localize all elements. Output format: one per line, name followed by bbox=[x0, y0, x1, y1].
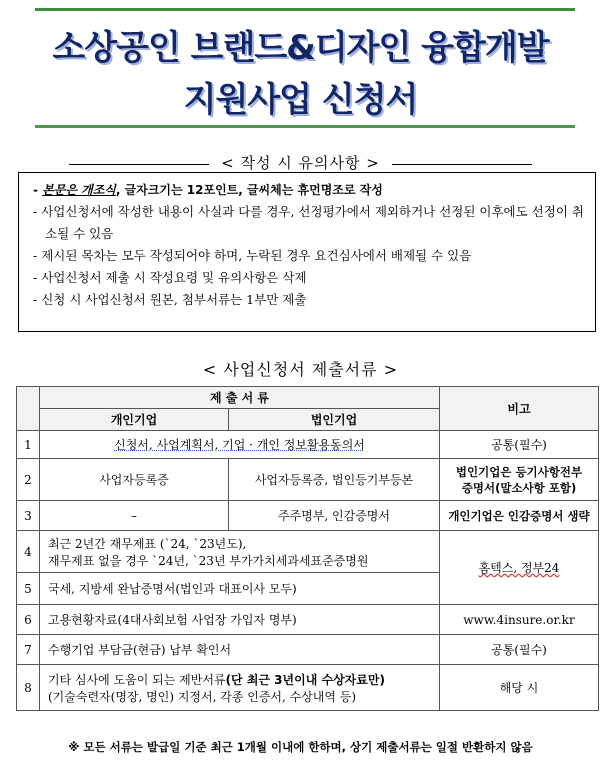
row-note: 개인기업은 인감증명서 생략 bbox=[440, 501, 599, 531]
row-note-text: 홈텍스, 정부24 bbox=[478, 561, 560, 575]
row-corporate: 사업자등록증, 법인등기부등본 bbox=[229, 459, 440, 501]
heading-line-left bbox=[69, 164, 209, 165]
row-docs: 국세, 지방세 완납증명서(법인과 대표이사 모두) bbox=[40, 573, 440, 605]
notice-box bbox=[18, 172, 596, 332]
row-num: 5 bbox=[17, 573, 40, 605]
header-num bbox=[17, 387, 40, 431]
table-row bbox=[17, 431, 599, 459]
row-num: 1 bbox=[17, 431, 40, 459]
heading-line-right bbox=[392, 164, 532, 165]
row-corporate: 주주명부, 인감증명서 bbox=[229, 501, 440, 531]
header-group: 제 출 서 류 bbox=[40, 387, 440, 409]
notice-item-3: - 제시된 목차는 모두 작성되어야 하며, 누락된 경우 요건심사에서 배제될 수 있음 bbox=[33, 248, 472, 263]
table-row bbox=[17, 531, 599, 573]
row-docs bbox=[40, 531, 440, 573]
row-note bbox=[440, 459, 599, 501]
row-docs: 수행기업 부담금(현금) 납부 확인서 bbox=[40, 635, 440, 665]
table-row bbox=[17, 605, 599, 635]
row-note: 공통(필수) bbox=[440, 431, 599, 459]
notice-item-4: - 사업신청서 제출 시 작성요령 및 유의사항은 삭제 bbox=[33, 270, 307, 285]
row-docs-line1: 최근 2년간 재무제표 (`24, `23년도), bbox=[48, 536, 247, 551]
row-individual: 사업자등록증 bbox=[40, 459, 229, 501]
footnote: ※ 모든 서류는 발급일 기준 최근 1개월 이내에 한하며, 상기 제출서류는 일절 반환하지 않음 bbox=[68, 740, 533, 754]
row-num: 3 bbox=[17, 501, 40, 531]
header-note: 비고 bbox=[440, 387, 599, 431]
page-title-line2: 지원사업 신청서 bbox=[183, 80, 418, 120]
row-note-merged bbox=[440, 531, 599, 605]
docs-heading: < 사업신청서 제출서류 > bbox=[202, 360, 399, 379]
notice-item-1 bbox=[33, 179, 587, 201]
row-note: 해당 시 bbox=[440, 665, 599, 711]
row-num: 6 bbox=[17, 605, 40, 635]
row-note-line1: 법인기업은 등기사항전부 bbox=[455, 464, 583, 479]
row-num: 2 bbox=[17, 459, 40, 501]
header-corporate: 법인기업 bbox=[229, 409, 440, 431]
title-divider bbox=[35, 125, 575, 128]
page-title-line1: 소상공인 브랜드&디자인 융합개발 bbox=[52, 28, 549, 68]
row-docs: 고용현황자료(4대사회보험 사업장 가입자 명부) bbox=[40, 605, 440, 635]
notice-item-1-prefix: - bbox=[33, 183, 43, 197]
table-row bbox=[17, 635, 599, 665]
row-docs-line1 bbox=[48, 671, 435, 688]
row-num: 8 bbox=[17, 665, 40, 711]
notice-heading: < 작성 시 유의사항 > bbox=[221, 154, 380, 172]
table-row bbox=[17, 501, 599, 531]
documents-table bbox=[16, 386, 599, 711]
row-docs-line2: 재무제표 없을 경우 `24년, `23년 부가가치세과세표준증명원 bbox=[48, 553, 369, 568]
notice-item-2: - 사업신청서에 작성한 내용이 사실과 다를 경우, 선정평가에서 제외하거나 선정된 이후에도 선정이 취소될 수 있음 bbox=[33, 204, 584, 241]
table-row bbox=[17, 665, 599, 711]
notice-heading-row bbox=[0, 152, 601, 173]
notice-item-1-text: , 글자크기는 12포인트, 글씨체는 휴먼명조로 작성 bbox=[115, 183, 383, 197]
row-num: 7 bbox=[17, 635, 40, 665]
notice-item-1-em: 본문은 개조식 bbox=[42, 183, 116, 197]
table-header-row bbox=[17, 387, 599, 409]
row-docs-line2: (기술숙련자(명장, 명인) 지정서, 각종 인증서, 수상내역 등) bbox=[48, 689, 357, 704]
top-rule bbox=[35, 8, 575, 11]
header-individual: 개인기업 bbox=[40, 409, 229, 431]
notice-item-5: - 신청 시 사업신청서 원본, 첨부서류는 1부만 제출 bbox=[33, 292, 307, 307]
row-note: www.4insure.or.kr bbox=[440, 605, 599, 635]
row-note-line2: 증명서(말소사항 포함) bbox=[461, 480, 577, 495]
row-docs-line1-bold: (단 최근 3년이내 수상자료만) bbox=[225, 672, 385, 687]
row-note: 공통(필수) bbox=[440, 635, 599, 665]
row-docs bbox=[40, 431, 440, 459]
row-docs-text: 신청서, 사업계획서, 기업 · 개인 정보활용동의서 bbox=[114, 438, 365, 452]
row-docs-line1-text: 기타 심사에 도움이 되는 제반서류 bbox=[48, 672, 226, 687]
notice-list bbox=[19, 173, 595, 311]
row-docs bbox=[40, 665, 440, 711]
table-row bbox=[17, 459, 599, 501]
row-num: 4 bbox=[17, 531, 40, 573]
row-individual: – bbox=[40, 501, 229, 531]
